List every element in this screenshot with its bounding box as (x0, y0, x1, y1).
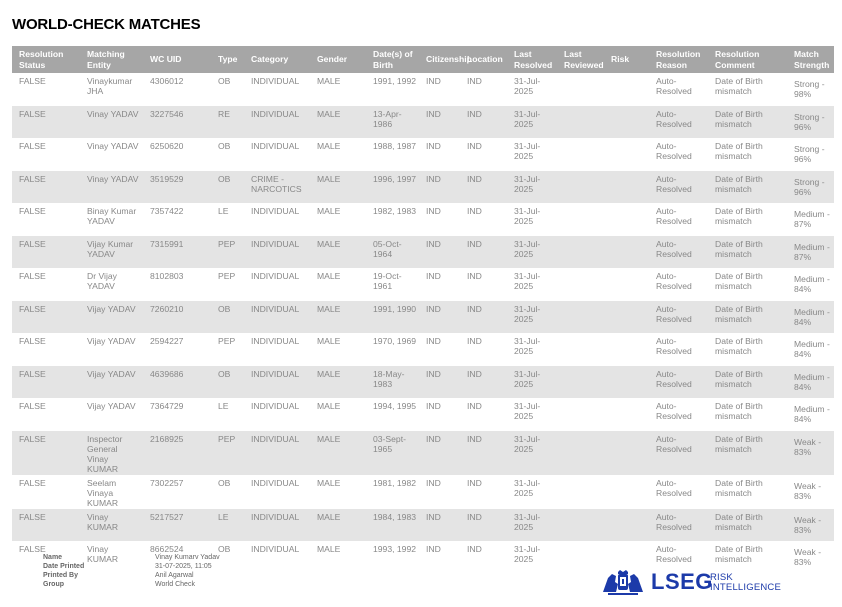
table-cell: Vijay Kumar YADAV (80, 236, 143, 269)
table-cell: PEP (218, 336, 236, 346)
table-cell (557, 475, 604, 509)
table-cell (557, 171, 604, 204)
table-cell: MALE (317, 271, 341, 281)
table-cell: MALE (310, 431, 366, 475)
footer-label-printed-by: Printed By (43, 572, 79, 579)
table-row (12, 366, 834, 399)
footer-value-date: 31-07-2025, 11:05 (155, 563, 212, 570)
table-cell (604, 509, 649, 542)
table-cell: IND (426, 76, 441, 86)
footer-label-group: Group (43, 581, 64, 588)
table-cell: CRIME - NARCOTICS (244, 171, 310, 204)
footer-value-group: World Check (155, 581, 195, 588)
table-cell (604, 398, 649, 431)
table-cell: MALE (310, 509, 366, 542)
table-cell: Vijay YADAV (87, 336, 136, 346)
table-cell: IND (460, 106, 507, 139)
table-cell (604, 106, 649, 139)
table-cell: Medium - 87% (787, 236, 834, 269)
table-cell: Auto-Resolved (649, 509, 708, 542)
table-cell: Date of Birth mismatch (708, 236, 787, 269)
footer-label-name: Name (43, 554, 63, 561)
table-cell: Weak - 83% (787, 431, 834, 475)
table-cell: Auto-Resolved (656, 544, 692, 565)
table-cell: 1996, 1997 (366, 171, 419, 204)
table-cell (557, 106, 604, 139)
table-cell: IND (426, 206, 441, 216)
table-cell: 7260210 (143, 301, 211, 334)
table-cell (604, 236, 649, 269)
table-cell: Binay Kumar YADAV (87, 206, 137, 227)
table-cell: Auto-Resolved (656, 76, 692, 97)
table-cell: LE (211, 509, 244, 542)
table-cell: Date of Birth mismatch (708, 366, 787, 399)
table-cell: Vinay YADAV (80, 171, 143, 204)
table-cell: MALE (317, 477, 341, 488)
table-cell: PEP (218, 271, 236, 281)
table-cell: 7315991 (143, 236, 211, 269)
table-cell: FALSE (19, 271, 46, 281)
table-cell (604, 301, 649, 334)
table-cell: Auto-Resolved (649, 236, 708, 269)
table-cell: Date of Birth mismatch (715, 271, 763, 292)
column-header: Location (460, 46, 507, 73)
table-cell: 4639686 (143, 366, 211, 399)
lseg-lion-emblem-icon (602, 570, 644, 596)
table-header-row (12, 46, 834, 73)
table-cell: 3519529 (143, 171, 211, 204)
lseg-logo (602, 568, 782, 598)
table-cell: IND (426, 477, 441, 488)
table-cell: FALSE (12, 509, 80, 542)
footer-label-date: Date Printed (43, 563, 85, 570)
table-cell: Medium - 84% (787, 366, 834, 399)
table-cell: IND (419, 366, 460, 399)
column-header: WC UID (143, 46, 211, 73)
table-cell (604, 475, 649, 509)
table-cell: FALSE (19, 141, 46, 151)
table-cell: IND (467, 141, 482, 151)
table-row (12, 475, 834, 509)
table-cell: IND (460, 509, 507, 542)
table-cell: PEP (211, 431, 244, 475)
table-cell: MALE (310, 171, 366, 204)
table-cell: FALSE (19, 76, 46, 86)
table-cell: FALSE (12, 171, 80, 204)
table-cell: IND (419, 301, 460, 334)
table-cell: LE (218, 206, 229, 216)
table-cell (604, 203, 649, 236)
table-cell: Vijay YADAV (80, 366, 143, 399)
table-cell: 31-Jul-2025 (507, 431, 557, 475)
table-cell: IND (467, 544, 482, 555)
column-header: Match Strength (787, 46, 834, 73)
column-header: Resolution Status (12, 46, 80, 73)
table-cell: INDIVIDUAL (244, 301, 310, 334)
table-cell: 1970, 1969 (373, 336, 417, 346)
table-cell: INDIVIDUAL (251, 336, 300, 346)
table-cell: OB (211, 171, 244, 204)
table-cell: IND (419, 236, 460, 269)
table-cell (604, 171, 649, 204)
table-cell: 8662524 (150, 544, 184, 555)
table-cell: 2168925 (143, 431, 211, 475)
table-cell (557, 366, 604, 399)
table-cell: MALE (317, 206, 341, 216)
page-title: WORLD-CHECK MATCHES (12, 16, 201, 33)
table-cell: INDIVIDUAL (251, 477, 300, 488)
table-cell: 31-Jul-2025 (507, 509, 557, 542)
table-row (12, 203, 834, 236)
table-cell: 1981, 1982 (373, 477, 417, 488)
column-header: Category (244, 46, 310, 73)
table-cell: Auto-Resolved (656, 206, 692, 227)
table-cell: IND (460, 236, 507, 269)
table-cell: Auto-Resolved (656, 141, 692, 162)
table-cell: FALSE (19, 206, 46, 216)
table-cell: IND (467, 206, 482, 216)
table-cell: FALSE (19, 401, 46, 411)
table-cell: IND (426, 336, 441, 346)
table-cell: 18-May-1983 (366, 366, 419, 399)
table-cell (557, 268, 604, 301)
table-cell: INDIVIDUAL (251, 401, 300, 411)
table-cell: Date of Birth mismatch (715, 477, 763, 498)
table-cell: Vinaykumar JHA (87, 76, 133, 97)
table-cell: FALSE (19, 336, 46, 346)
table-row (12, 106, 834, 139)
table-cell: MALE (317, 401, 341, 411)
table-cell: INDIVIDUAL (244, 509, 310, 542)
table-cell (557, 509, 604, 542)
table-cell: IND (426, 544, 441, 555)
table-cell: OB (218, 76, 231, 86)
table-cell: MALE (310, 106, 366, 139)
table-cell (557, 301, 604, 334)
table-cell: 5217527 (143, 509, 211, 542)
table-cell: IND (467, 401, 482, 411)
table-cell: IND (426, 271, 441, 281)
table-cell: Medium - 87% (794, 209, 830, 230)
table-cell: 31-Jul-2025 (514, 336, 541, 357)
table-cell: OB (211, 301, 244, 334)
table-cell: Vinay YADAV (80, 106, 143, 139)
column-header: Citizenship (419, 46, 460, 73)
column-header: Resolution Comment (708, 46, 787, 73)
table-cell: Date of Birth mismatch (708, 106, 787, 139)
table-cell: Auto-Resolved (656, 271, 692, 292)
table-cell: 1991, 1990 (366, 301, 419, 334)
table-cell (604, 268, 649, 301)
table-cell: MALE (317, 76, 341, 86)
table-cell: FALSE (12, 431, 80, 475)
table-cell: RE (211, 106, 244, 139)
table-cell (557, 138, 604, 171)
table-cell: FALSE (19, 544, 46, 555)
table-cell (604, 431, 649, 475)
table-cell: 4306012 (150, 76, 184, 86)
table-row (12, 138, 834, 171)
table-cell: LE (218, 401, 229, 411)
table-cell: Inspector General Vinay KUMAR (80, 431, 143, 475)
table-cell: Date of Birth mismatch (715, 401, 763, 422)
table-cell: IND (426, 141, 441, 151)
table-cell: IND (467, 336, 482, 346)
table-cell: 1984, 1983 (366, 509, 419, 542)
table-cell: INDIVIDUAL (251, 271, 300, 281)
table-cell: Vinay KUMAR (87, 544, 119, 565)
table-cell: FALSE (12, 301, 80, 334)
table-cell: IND (460, 301, 507, 334)
table-cell: 7357422 (150, 206, 184, 216)
table-cell: 1993, 1992 (373, 544, 417, 555)
logo-wordmark: LSEG (651, 569, 713, 594)
table-cell: 8102803 (150, 271, 184, 281)
table-cell: INDIVIDUAL (251, 76, 300, 86)
column-header: Last Reviewed (557, 46, 604, 73)
logo-subtitle-line1: RISK (710, 572, 733, 583)
table-cell (604, 73, 649, 106)
table-cell: 31-Jul-2025 (507, 106, 557, 139)
column-header: Type (211, 46, 244, 73)
table-cell: OB (211, 366, 244, 399)
table-cell: IND (467, 76, 482, 86)
table-cell: 31-Jul-2025 (507, 236, 557, 269)
table-cell: INDIVIDUAL (251, 544, 300, 555)
table-cell: INDIVIDUAL (244, 236, 310, 269)
table-cell: Strong - 98% (794, 79, 825, 100)
column-header: Risk (604, 46, 649, 73)
table-row (12, 301, 834, 334)
table-cell: Auto-Resolved (656, 477, 692, 498)
table-cell (557, 398, 604, 431)
table-row (12, 431, 834, 475)
table-cell: INDIVIDUAL (244, 366, 310, 399)
table-cell: Dr Vijay YADAV (87, 271, 117, 292)
table-cell: MALE (317, 141, 341, 151)
table-cell: IND (460, 431, 507, 475)
table-cell: Strong - 96% (787, 171, 834, 204)
table-cell: 1982, 1983 (373, 206, 417, 216)
table-cell: Weak - 83% (794, 480, 822, 501)
table-cell: Date of Birth mismatch (708, 509, 787, 542)
table-cell: IND (467, 271, 482, 281)
table-cell: IND (419, 509, 460, 542)
column-header: Date(s) of Birth (366, 46, 419, 73)
table-cell: 19-Oct-1961 (373, 271, 402, 292)
table-cell: IND (419, 431, 460, 475)
table-row (12, 236, 834, 269)
matches-table (12, 46, 834, 574)
table-row (12, 268, 834, 301)
table-cell: 2594227 (150, 336, 184, 346)
table-cell: OB (218, 477, 231, 488)
table-cell: 31-Jul-2025 (514, 206, 541, 227)
table-row (12, 509, 834, 542)
table-cell: Vijay YADAV (80, 301, 143, 334)
table-cell: Weak - 83% (787, 509, 834, 542)
table-cell (557, 236, 604, 269)
table-row (12, 171, 834, 204)
table-cell: Seelam Vinaya KUMAR (87, 477, 119, 509)
table-cell: 1988, 1987 (373, 141, 417, 151)
table-cell: Medium - 84% (787, 301, 834, 334)
table-cell: IND (419, 106, 460, 139)
table-cell: FALSE (12, 236, 80, 269)
table-cell: 31-Jul-2025 (514, 271, 541, 292)
table-cell: Date of Birth mismatch (708, 431, 787, 475)
table-cell (557, 431, 604, 475)
table-cell: Date of Birth mismatch (715, 206, 763, 227)
table-cell: FALSE (19, 477, 46, 488)
table-cell: IND (419, 171, 460, 204)
table-cell: IND (460, 171, 507, 204)
table-row (12, 333, 834, 366)
table-cell: INDIVIDUAL (251, 206, 300, 216)
logo-subtitle-line2: INTELLIGENCE (710, 581, 782, 593)
table-cell: INDIVIDUAL (251, 141, 300, 151)
table-cell: MALE (317, 336, 341, 346)
table-cell: MALE (310, 366, 366, 399)
table-cell (604, 366, 649, 399)
table-cell: Auto-Resolved (649, 366, 708, 399)
table-cell: 31-Jul-2025 (507, 366, 557, 399)
table-cell: Auto-Resolved (649, 431, 708, 475)
table-cell (604, 333, 649, 366)
footer-value-printed-by: Anil Agarwal (155, 572, 194, 579)
table-cell: FALSE (12, 366, 80, 399)
table-cell: Auto-Resolved (649, 301, 708, 334)
table-cell: 31-Jul-2025 (507, 301, 557, 334)
table-cell: 1994, 1995 (373, 401, 417, 411)
column-header: Resolution Reason (649, 46, 708, 73)
table-cell: 31-Jul-2025 (507, 171, 557, 204)
table-cell: IND (460, 366, 507, 399)
table-cell: INDIVIDUAL (244, 431, 310, 475)
table-cell: 05-Oct-1964 (366, 236, 419, 269)
footer-value-name: Vinay Kumarv Yadav (155, 554, 220, 561)
table-cell (604, 138, 649, 171)
table-cell: 7302257 (150, 477, 184, 488)
table-cell (557, 73, 604, 106)
table-cell: PEP (211, 236, 244, 269)
table-cell: 31-Jul-2025 (514, 544, 541, 565)
logo-subtitle (710, 573, 781, 592)
table-cell (557, 333, 604, 366)
table-cell: 13-Apr-1986 (366, 106, 419, 139)
table-cell: Auto-Resolved (656, 401, 692, 422)
table-cell: Vinay YADAV (87, 141, 139, 151)
table-cell: Strong - 96% (787, 106, 834, 139)
table-cell: OB (218, 141, 231, 151)
table-cell: MALE (310, 236, 366, 269)
table-cell: 31-Jul-2025 (514, 76, 541, 97)
table-cell: OB (218, 544, 231, 555)
table-cell: FALSE (12, 106, 80, 139)
table-cell: Date of Birth mismatch (708, 301, 787, 334)
table-cell (557, 541, 604, 574)
table-cell: 31-Jul-2025 (514, 401, 541, 422)
table-cell: Date of Birth mismatch (715, 76, 763, 97)
table-cell: 03-Sept-1965 (366, 431, 419, 475)
table-cell: MALE (317, 544, 341, 555)
table-cell: 31-Jul-2025 (514, 477, 541, 498)
table-cell: IND (467, 477, 482, 488)
table-cell: Auto-Resolved (656, 336, 692, 357)
table-cell: IND (426, 401, 441, 411)
table-cell: Vijay YADAV (87, 401, 136, 411)
table-cell: Date of Birth mismatch (715, 141, 763, 162)
table-cell: Vinay KUMAR (80, 509, 143, 542)
table-row (12, 73, 834, 106)
table-cell: Auto-Resolved (649, 171, 708, 204)
table-body (12, 73, 834, 574)
table-cell: Medium - 84% (794, 404, 830, 425)
column-header: Gender (310, 46, 366, 73)
table-cell: MALE (310, 301, 366, 334)
table-cell: INDIVIDUAL (244, 106, 310, 139)
table-cell: Auto-Resolved (649, 106, 708, 139)
table-cell: 31-Jul-2025 (514, 141, 541, 162)
table-cell: Strong - 96% (794, 144, 825, 165)
table-cell: 3227546 (143, 106, 211, 139)
column-header: Last Resolved (507, 46, 557, 73)
table-row (12, 398, 834, 431)
table-cell: Date of Birth mismatch (715, 544, 763, 565)
table-cell (557, 203, 604, 236)
table-cell: Date of Birth mismatch (715, 336, 763, 357)
column-header: Matching Entity (80, 46, 143, 73)
table-cell: Medium - 84% (794, 339, 830, 360)
table-cell: 1991, 1992 (373, 76, 417, 86)
table-cell: Medium - 84% (794, 274, 830, 295)
table-cell: 7364729 (150, 401, 184, 411)
table-cell: Date of Birth mismatch (708, 171, 787, 204)
table-cell: 6250620 (150, 141, 184, 151)
table-cell: Weak - 83% (794, 547, 822, 568)
